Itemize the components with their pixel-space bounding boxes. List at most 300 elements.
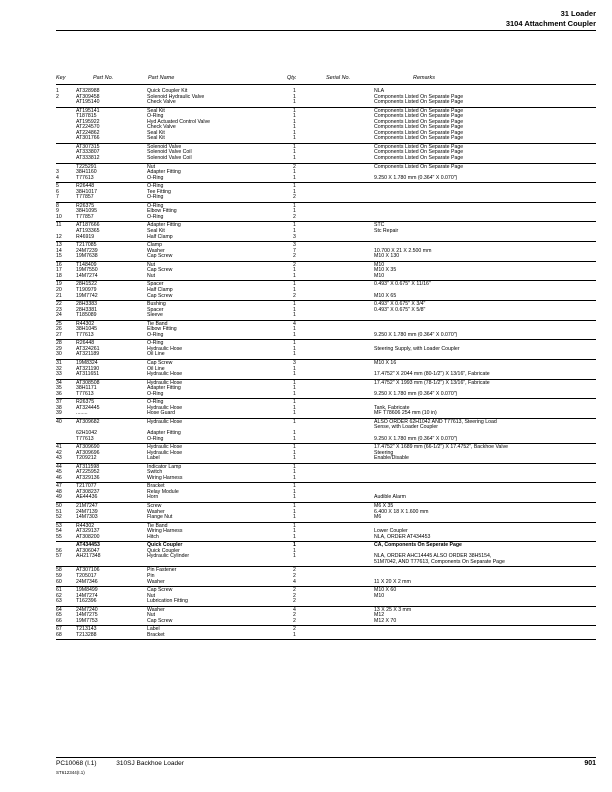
- part-number-cell: 24M7239: [76, 247, 98, 254]
- key-cell: 54: [56, 528, 62, 535]
- table-row: [56, 560, 596, 566]
- qty-cell: 1: [293, 444, 296, 451]
- part-name-cell: Bushing: [147, 301, 166, 308]
- part-name-cell: Nut: [147, 261, 156, 268]
- qty-cell: 4: [293, 578, 296, 585]
- row-group: [56, 184, 596, 203]
- part-name-cell: Cap Screw: [147, 359, 173, 366]
- part-name-cell: Relay Module: [147, 488, 179, 495]
- part-name-cell: Spacer: [147, 281, 164, 288]
- key-cell: 41: [56, 444, 62, 451]
- remarks-cell: M6: [374, 514, 382, 521]
- part-name-cell: Oil Line: [147, 365, 165, 372]
- header-divider: [56, 30, 596, 31]
- part-number-cell: 38H1045: [76, 326, 98, 333]
- key-cell: 39: [56, 410, 62, 417]
- qty-cell: 4: [293, 606, 296, 613]
- part-name-cell: Nut: [147, 163, 156, 170]
- qty-cell: 3: [293, 359, 296, 366]
- key-cell: 12: [56, 233, 62, 240]
- qty-cell: 1: [293, 272, 296, 279]
- table-row: [56, 456, 596, 462]
- key-cell: 42: [56, 449, 62, 456]
- table-row: [56, 235, 596, 241]
- remarks-cell: 9.250 X 1.780 mm (0.364" X 0.070"): [374, 331, 458, 338]
- row-group: [56, 504, 596, 523]
- part-number-cell: 38H1017: [76, 188, 98, 195]
- qty-cell: 2: [293, 567, 296, 574]
- qty-cell: 1: [293, 483, 296, 490]
- key-cell: 18: [56, 272, 62, 279]
- part-number-cell: T217077: [76, 483, 97, 490]
- part-name-cell: Hydraulic Hose: [147, 371, 183, 378]
- part-name-cell: Indicator Lamp: [147, 463, 182, 470]
- part-number-cell: 62H1042: [76, 429, 98, 436]
- part-number-cell: AT434453: [76, 542, 100, 549]
- key-cell: 32: [56, 365, 62, 372]
- part-number-cell: AH217348: [76, 553, 101, 560]
- column-headers: [0, 75, 612, 83]
- remarks-cell: ALSO ORDER 62H1042 AND T77613, Steering Load: [374, 418, 497, 425]
- key-cell: 14: [56, 247, 62, 254]
- part-name-cell: Quick Coupler: [147, 547, 180, 554]
- qty-cell: 1: [293, 88, 296, 94]
- key-cell: 62: [56, 592, 62, 599]
- part-name-cell: Quick Coupler Kit: [147, 88, 188, 94]
- part-name-cell: Hydraulic Hose: [147, 379, 183, 386]
- row-group: [56, 165, 596, 184]
- part-name-cell: Nut: [147, 592, 156, 599]
- qty-cell: 1: [293, 522, 296, 529]
- table-row: [56, 195, 596, 201]
- remarks-cell: Enable/Disable: [374, 455, 409, 462]
- part-number-cell: 19M7638: [76, 253, 98, 260]
- qty-cell: 1: [293, 135, 296, 142]
- qty-cell: 1: [293, 99, 296, 106]
- part-number-cell: T148409: [76, 261, 97, 268]
- remarks-cell: 9.250 X 1.780 mm (0.364" X 0.070"): [374, 174, 458, 181]
- qty-cell: 1: [293, 281, 296, 288]
- section-title: 31 Loader: [560, 9, 596, 18]
- qty-cell: 1: [293, 118, 296, 125]
- part-number-cell: 14M7274: [76, 592, 98, 599]
- part-name-cell: Solenoid Hydraulic Valve: [147, 93, 205, 100]
- table-row: [56, 437, 596, 443]
- part-number-cell: T225291: [76, 163, 97, 170]
- part-name-cell: Solenoid Valve Coil: [147, 155, 192, 162]
- row-group: [56, 223, 596, 242]
- part-number-cell: T213288: [76, 631, 97, 638]
- part-name-cell: Elbow Fitting: [147, 208, 177, 215]
- part-name-cell: Washer: [147, 578, 165, 585]
- key-cell: 24: [56, 312, 62, 319]
- key-cell: 20: [56, 286, 62, 293]
- qty-cell: 1: [293, 494, 296, 501]
- table-row: [56, 476, 596, 482]
- part-number-cell: R26375: [76, 399, 95, 406]
- part-number-cell: T77857: [76, 194, 94, 201]
- table-row: [56, 352, 596, 358]
- qty-cell: 2: [293, 163, 296, 170]
- qty-cell: 1: [293, 351, 296, 358]
- row-group: [56, 465, 596, 484]
- qty-cell: 1: [293, 306, 296, 313]
- key-cell: 19: [56, 281, 62, 288]
- qty-cell: 1: [293, 183, 296, 190]
- key-cell: 50: [56, 503, 62, 509]
- qty-cell: 2: [293, 626, 296, 633]
- part-name-cell: Adapter Fitting: [147, 169, 181, 176]
- table-row: [56, 176, 596, 182]
- part-number-cell: AT306047: [76, 547, 100, 554]
- part-name-cell: Half Clamp: [147, 233, 173, 240]
- part-number-cell: 28H3381: [76, 306, 98, 313]
- key-cell: 65: [56, 612, 62, 619]
- part-number-cell: R46919: [76, 233, 95, 240]
- remarks-cell: 51M7042, AND T77613, Components On Separate Page: [374, 558, 505, 565]
- qty-cell: 1: [293, 107, 296, 114]
- part-name-cell: Nut: [147, 612, 156, 619]
- remarks-cell: Components Listed On Separate Page: [374, 129, 464, 136]
- part-name-cell: Adapter Fitting: [147, 222, 181, 229]
- key-cell: 5: [56, 183, 59, 190]
- remarks-cell: M10 X 35: [374, 267, 397, 274]
- key-cell: 9: [56, 208, 59, 215]
- table-row: [56, 599, 596, 605]
- key-cell: 34: [56, 379, 62, 386]
- remarks-cell: M12 X 70: [374, 617, 397, 624]
- table-row: [56, 215, 596, 221]
- part-name-cell: O-Ring: [147, 435, 164, 442]
- part-number-cell: AT308200: [76, 533, 100, 540]
- qty-cell: 1: [293, 93, 296, 100]
- col-name: Part Name: [148, 75, 175, 81]
- qty-cell: 1: [293, 169, 296, 176]
- remarks-cell: 9.250 X 1.780 mm (0.364" X 0.070"): [374, 435, 458, 442]
- part-name-cell: Hydraulic Hose: [147, 345, 183, 352]
- key-cell: 31: [56, 359, 62, 366]
- part-name-cell: Elbow Fitting: [147, 326, 177, 333]
- key-cell: 10: [56, 213, 62, 220]
- key-cell: 68: [56, 631, 62, 638]
- remarks-cell: MF T78606 254 mm (10 in): [374, 410, 437, 417]
- key-cell: 63: [56, 598, 62, 605]
- key-cell: 38: [56, 404, 62, 411]
- qty-cell: 1: [293, 340, 296, 347]
- row-group: [56, 420, 596, 444]
- key-cell: 53: [56, 522, 62, 529]
- subsection-title: 3104 Attachment Coupler: [505, 19, 596, 28]
- qty-cell: 2: [293, 292, 296, 299]
- part-number-cell: AT195922: [76, 118, 100, 125]
- key-cell: 26: [56, 326, 62, 333]
- part-number-cell: AT309458: [76, 93, 100, 100]
- col-remarks: Remarks: [413, 75, 436, 81]
- part-name-cell: Flange Nut: [147, 514, 173, 521]
- qty-cell: 1: [293, 188, 296, 195]
- row-group: [56, 524, 596, 543]
- part-name-cell: Label: [147, 626, 160, 633]
- row-group: [56, 341, 596, 360]
- part-number-cell: AT308508: [76, 379, 100, 386]
- part-number-cell: AT329136: [76, 474, 100, 481]
- part-name-cell: Solenoid Valve: [147, 143, 182, 150]
- row-group: [56, 109, 596, 144]
- key-cell: 36: [56, 390, 62, 397]
- part-number-cell: 19M7742: [76, 292, 98, 299]
- part-number-cell: 28H3383: [76, 301, 98, 308]
- table-row: [56, 515, 596, 521]
- col-serial: Serial No.: [326, 75, 351, 81]
- footer-issue: (I.1): [84, 760, 97, 767]
- part-name-cell: Washer: [147, 606, 165, 613]
- remarks-cell: NLA, ORDER AHC14445 ALSO ORDER 38H5154,: [374, 553, 492, 560]
- qty-cell: 2: [293, 592, 296, 599]
- part-name-cell: Hydraulic Cylinder: [147, 553, 190, 560]
- remarks-cell: Components Listed On Separate Page: [374, 118, 464, 125]
- part-number-cell: 24M7240: [76, 606, 98, 613]
- qty-cell: 1: [293, 533, 296, 540]
- qty-cell: 1: [293, 463, 296, 470]
- remarks-cell: Components Listed On Separate Page: [374, 143, 464, 150]
- remarks-cell: Components Listed On Separate Page: [374, 99, 464, 106]
- part-number-cell: AT333812: [76, 155, 100, 162]
- remarks-cell: M10: [374, 272, 385, 279]
- part-name-cell: Clamp: [147, 242, 162, 249]
- part-number-cell: AT324261: [76, 345, 100, 352]
- remarks-cell: 10.700 X 21 X 2.500 mm: [374, 247, 432, 254]
- remarks-cell: Components Listed On Separate Page: [374, 163, 464, 170]
- part-number-cell: 24M7139: [76, 508, 98, 515]
- key-cell: 6: [56, 188, 59, 195]
- col-part: Part No.: [93, 75, 114, 81]
- remarks-cell: Lower Coupler: [374, 528, 408, 535]
- qty-cell: 2: [293, 598, 296, 605]
- qty-cell: 1: [293, 528, 296, 535]
- part-name-cell: Washer: [147, 508, 165, 515]
- table-row: [56, 633, 596, 639]
- qty-cell: 1: [293, 301, 296, 308]
- qty-cell: 1: [293, 542, 296, 549]
- part-number-cell: T77613: [76, 390, 94, 397]
- qty-cell: 1: [293, 143, 296, 150]
- part-number-cell: 19M8499: [76, 587, 98, 594]
- qty-cell: 1: [293, 379, 296, 386]
- remarks-cell: M6 X 35: [374, 503, 394, 509]
- key-cell: 25: [56, 320, 62, 327]
- qty-cell: 3: [293, 242, 296, 249]
- part-name-cell: Cap Screw: [147, 617, 173, 624]
- remarks-cell: Components Listed On Separate Page: [374, 107, 464, 114]
- qty-cell: 1: [293, 326, 296, 333]
- remarks-cell: 17.4752" X 1993 mm (78-1/2") X 13/16", Fabricate: [374, 379, 490, 386]
- part-name-cell: O-Ring: [147, 174, 164, 181]
- key-cell: 59: [56, 573, 62, 580]
- part-name-cell: Nut: [147, 272, 156, 279]
- part-name-cell: Check Valve: [147, 124, 176, 131]
- remarks-cell: 13 X 25 X 3 mm: [374, 606, 412, 613]
- part-name-cell: Check Valve: [147, 99, 176, 106]
- part-number-cell: AT311598: [76, 463, 100, 470]
- qty-cell: 4: [293, 320, 296, 327]
- part-number-cell: T213143: [76, 626, 97, 633]
- qty-cell: 1: [293, 331, 296, 338]
- qty-cell: 1: [293, 129, 296, 136]
- qty-cell: 1: [293, 503, 296, 509]
- qty-cell: 1: [293, 455, 296, 462]
- remarks-cell: M10 X 65: [374, 292, 397, 299]
- remarks-cell: Tank, Fabricate: [374, 404, 410, 411]
- qty-cell: 2: [293, 253, 296, 260]
- qty-cell: 1: [293, 174, 296, 181]
- remarks-cell: M12: [374, 612, 385, 619]
- table-row: [56, 372, 596, 378]
- footer-title: 310SJ Backhoe Loader: [116, 760, 184, 767]
- part-number-cell: T187815: [76, 113, 97, 120]
- key-cell: 8: [56, 202, 59, 209]
- part-number-cell: T77613: [76, 435, 94, 442]
- column-header-divider: [56, 84, 596, 85]
- part-number-cell: AT301766: [76, 135, 100, 142]
- row-group: [56, 543, 596, 567]
- part-name-cell: Cap Screw: [147, 587, 173, 594]
- part-number-cell: 19M7550: [76, 267, 98, 274]
- part-number-cell: AT309696: [76, 449, 100, 456]
- part-number-cell: 24M7346: [76, 578, 98, 585]
- footer-divider: [56, 757, 596, 758]
- part-name-cell: O-Ring: [147, 194, 164, 201]
- part-number-cell: AT329137: [76, 528, 100, 535]
- table-row: [56, 156, 596, 162]
- key-cell: 2: [56, 93, 59, 100]
- key-cell: 16: [56, 261, 62, 268]
- remarks-cell: Steering: [374, 449, 394, 456]
- part-name-cell: O-Ring: [147, 113, 164, 120]
- qty-cell: 1: [293, 435, 296, 442]
- remarks-cell: 17.4752" X 1689 mm (66-1/2") X 17.4752", Backhoe Valve: [374, 444, 509, 451]
- qty-cell: 2: [293, 194, 296, 201]
- part-name-cell: Bracket: [147, 483, 165, 490]
- footer-code: PC10068: [56, 760, 84, 767]
- part-number-cell: T205017: [76, 573, 97, 580]
- remarks-cell: M10: [374, 261, 385, 268]
- row-group: [56, 588, 596, 607]
- remarks-cell: Components Listed On Separate Page: [374, 135, 464, 142]
- row-group: [56, 400, 596, 419]
- part-name-cell: O-Ring: [147, 331, 164, 338]
- remarks-cell: Steering Supply, with Loader Coupler: [374, 345, 460, 352]
- qty-cell: 7: [293, 247, 296, 254]
- part-name-cell: Hydraulic Hose: [147, 449, 183, 456]
- table-row: [56, 136, 596, 142]
- qty-cell: 1: [293, 345, 296, 352]
- key-cell: 64: [56, 606, 62, 613]
- part-number-cell: T209212: [76, 455, 97, 462]
- qty-cell: 1: [293, 113, 296, 120]
- remarks-cell: 0.493" X 0.675" X 5/8": [374, 306, 426, 313]
- part-name-cell: O-Ring: [147, 399, 164, 406]
- table-row: [56, 535, 596, 541]
- remarks-cell: Components Listed On Separate Page: [374, 155, 464, 162]
- part-name-cell: Cap Screw: [147, 253, 173, 260]
- key-cell: 21: [56, 292, 62, 299]
- part-number-cell: 19M7753: [76, 617, 98, 624]
- part-name-cell: Seal Kit: [147, 228, 165, 235]
- part-name-cell: Tee Fitting: [147, 188, 171, 195]
- row-group: [56, 282, 596, 301]
- remarks-cell: Components Listed On Separate Page: [374, 113, 464, 120]
- part-number-cell: 28H1522: [76, 281, 98, 288]
- qty-cell: 1: [293, 222, 296, 229]
- part-number-cell: 19M8324: [76, 359, 98, 366]
- part-number-cell: T185089: [76, 312, 97, 319]
- remarks-cell: M10 X 16: [374, 359, 397, 366]
- part-number-cell: 38H1171: [76, 385, 97, 392]
- qty-cell: 1: [293, 399, 296, 406]
- part-name-cell: Screw: [147, 503, 162, 509]
- part-number-cell: R26448: [76, 183, 95, 190]
- page-number: 901: [584, 760, 596, 767]
- part-name-cell: Sleeve: [147, 312, 163, 319]
- row-group: [56, 322, 596, 341]
- qty-cell: 1: [293, 371, 296, 378]
- qty-cell: 1: [293, 474, 296, 481]
- remarks-cell: M10 X 130: [374, 253, 400, 260]
- key-cell: 43: [56, 455, 62, 462]
- key-cell: 22: [56, 301, 62, 308]
- key-cell: 29: [56, 345, 62, 352]
- remarks-cell: STC: [374, 222, 385, 229]
- row-group: [56, 361, 596, 380]
- remarks-cell: 6.400 X 18 X 1.600 mm: [374, 508, 429, 515]
- key-cell: 15: [56, 253, 62, 260]
- part-number-cell: AT307315: [76, 143, 100, 150]
- qty-cell: 1: [293, 429, 296, 436]
- part-number-cell: AT307106: [76, 567, 100, 574]
- remarks-cell: 17.4752" X 2044 mm (80-1/2") X 13/16", Fabricate: [374, 371, 490, 378]
- qty-cell: 2: [293, 213, 296, 220]
- key-cell: 52: [56, 514, 62, 521]
- part-name-cell: Cap Screw: [147, 267, 173, 274]
- qty-cell: 1: [293, 202, 296, 209]
- remarks-cell: 9.250 X 1.780 mm (0.364" X 0.070"): [374, 390, 458, 397]
- key-cell: 45: [56, 469, 62, 476]
- key-cell: 55: [56, 533, 62, 540]
- part-name-cell: Half Clamp: [147, 286, 173, 293]
- part-name-cell: Switch: [147, 469, 163, 476]
- part-number-cell: T77857: [76, 213, 94, 220]
- part-name-cell: Seal Kit: [147, 129, 165, 136]
- row-group: [56, 243, 596, 262]
- part-name-cell: Cap Screw: [147, 292, 173, 299]
- qty-cell: 1: [293, 286, 296, 293]
- table-row: [56, 411, 596, 417]
- qty-cell: 1: [293, 508, 296, 515]
- qty-cell: 1: [293, 410, 296, 417]
- part-number-cell: 38H1095: [76, 208, 98, 215]
- part-name-cell: Adapter Fitting: [147, 429, 181, 436]
- part-number-cell: AT333807: [76, 149, 100, 156]
- row-group: [56, 484, 596, 503]
- part-number-cell: R26375: [76, 202, 95, 209]
- key-cell: 57: [56, 553, 62, 560]
- table-row: [56, 495, 596, 501]
- remarks-cell: M10: [374, 592, 385, 599]
- part-number-cell: AT195141: [76, 107, 100, 114]
- qty-cell: 1: [293, 404, 296, 411]
- part-number-cell: ........: [76, 410, 88, 417]
- key-cell: 51: [56, 508, 62, 515]
